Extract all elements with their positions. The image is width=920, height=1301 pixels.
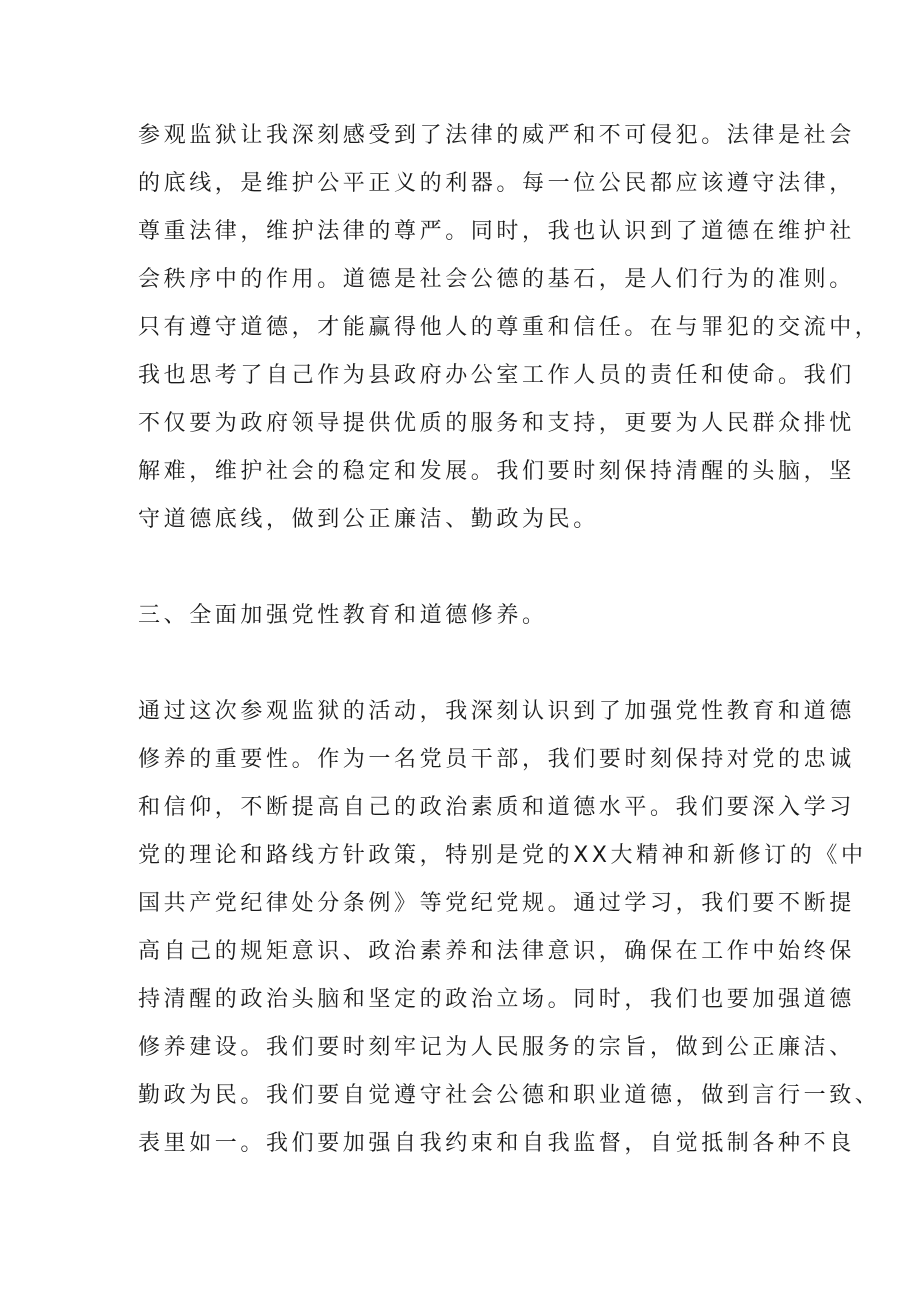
heading-line: 三、全面加强党性教育和道德修养。 — [138, 603, 548, 628]
text-line: 高自己的规矩意识、政治素养和法律意识，确保在工作中始终保 — [138, 939, 855, 964]
text-line: 和信仰，不断提高自己的政治素质和道德水平。我们要深入学习 — [138, 795, 855, 820]
text-line: 解难，维护社会的稳定和发展。我们要时刻保持清醒的头脑，坚 — [138, 459, 855, 484]
text-line: 参观监狱让我深刻感受到了法律的威严和不可侵犯。法律是社会 — [138, 123, 855, 148]
text-line: 会秩序中的作用。道德是社会公德的基石，是人们行为的准则。 — [138, 267, 855, 292]
text-line: 表里如一。我们要加强自我约束和自我监督，自觉抵制各种不良 — [138, 1131, 855, 1156]
text-line: 的底线，是维护公平正义的利器。每一位公民都应该遵守法律， — [138, 171, 855, 196]
text-line: 党的理论和路线方针政策，特别是党的XX大精神和新修订的《中 — [138, 843, 867, 868]
text-line: 我也思考了自己作为县政府办公室工作人员的责任和使命。我们 — [138, 363, 855, 388]
text-line: 修养建设。我们要时刻牢记为人民服务的宗旨，做到公正廉洁、 — [138, 1035, 855, 1060]
text-line: 修养的重要性。作为一名党员干部，我们要时刻保持对党的忠诚 — [138, 747, 855, 772]
text-line: 通过这次参观监狱的活动，我深刻认识到了加强党性教育和道德 — [138, 699, 855, 724]
text-line: 不仅要为政府领导提供优质的服务和支持，更要为人民群众排忧 — [138, 411, 855, 436]
text-line: 国共产党纪律处分条例》等党纪党规。通过学习，我们要不断提 — [138, 891, 855, 916]
text-line: 只有遵守道德，才能赢得他人的尊重和信任。在与罪犯的交流中， — [138, 315, 881, 340]
text-line: 持清醒的政治头脑和坚定的政治立场。同时，我们也要加强道德 — [138, 987, 855, 1012]
text-line: 尊重法律，维护法律的尊严。同时，我也认识到了道德在维护社 — [138, 219, 855, 244]
text-line: 守道德底线，做到公正廉洁、勤政为民。 — [138, 507, 599, 532]
text-line: 勤政为民。我们要自觉遵守社会公德和职业道德，做到言行一致、 — [138, 1083, 881, 1108]
